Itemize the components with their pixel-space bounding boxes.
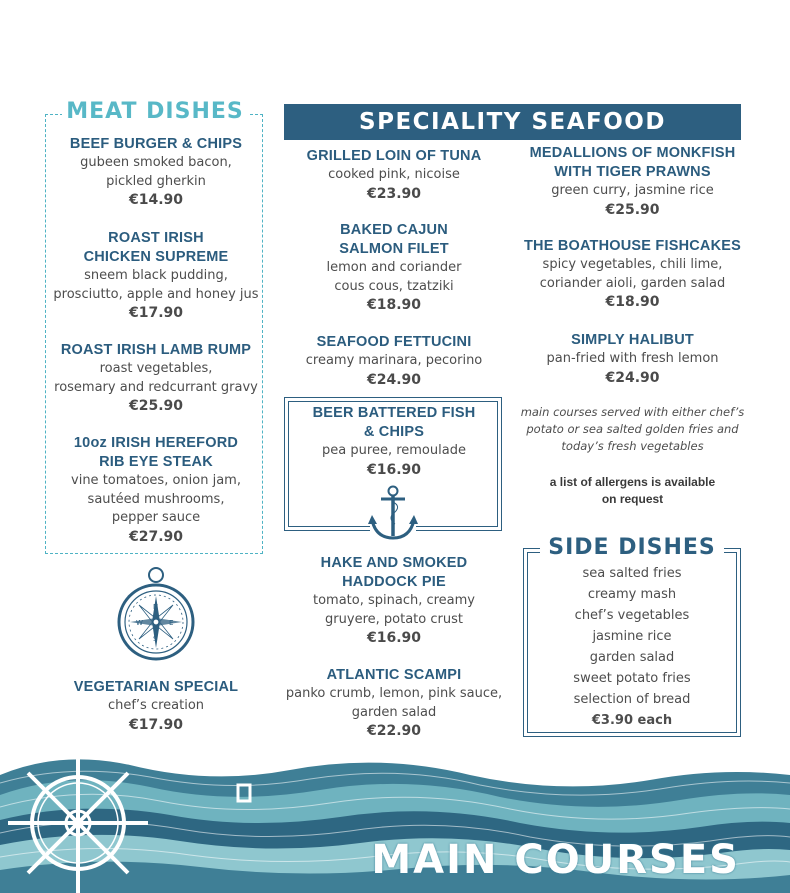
menu-item-description: pan-fried with fresh lemon xyxy=(546,351,719,366)
side-dish-item: selection of bread xyxy=(573,692,691,707)
menu-item-name: BEER BATTERED FISH & CHIPS xyxy=(312,405,476,440)
side-dish-item: jasmine rice xyxy=(592,629,672,644)
menu-item-price: €17.90 xyxy=(128,716,184,733)
menu-item-description: tomato, spinach, creamy gruyere, potato crust xyxy=(312,593,476,627)
menu-item-name: 10oz IRISH HEREFORD RIB EYE STEAK xyxy=(73,435,239,470)
menu-item xyxy=(520,331,745,388)
menu-item-description: roast vegetables, rosemary and redcurrant gravy xyxy=(54,361,258,395)
meat-dishes-title: MEAT DISHES xyxy=(62,98,248,126)
menu-item xyxy=(40,229,272,323)
side-dish-item: garden salad xyxy=(589,650,675,665)
menu-item-description: gubeen smoked bacon, pickled gherkin xyxy=(80,155,232,189)
menu-item-name: ROAST IRISH LAMB RUMP xyxy=(60,342,252,358)
menu-item-description: cooked pink, nicoise xyxy=(328,167,460,182)
menu-item-price: €24.90 xyxy=(605,369,660,386)
menu-item-description: chef’s creation xyxy=(107,698,205,713)
menu-item-price: €22.90 xyxy=(366,723,422,739)
menu-item xyxy=(282,221,506,315)
menu-item-description: pea puree, remoulade xyxy=(322,443,466,458)
compass-letter-e: E xyxy=(169,619,174,627)
compass-letter-s: S xyxy=(153,635,158,643)
menu-item-name: MEDALLIONS OF MONKFISH WITH TIGER PRAWNS xyxy=(529,145,736,180)
menu-item-name: BEEF BURGER & CHIPS xyxy=(69,136,243,152)
main-courses-title: MAIN COURSES xyxy=(371,837,740,883)
menu-item-price: €16.90 xyxy=(366,461,422,478)
menu-item-description: spicy vegetables, chili lime, coriander aioli, garden salad xyxy=(539,257,726,291)
menu-item-price: €14.90 xyxy=(128,192,184,208)
menu-item-name: ROAST IRISH CHICKEN SUPREME xyxy=(83,230,229,265)
side-dish-item: creamy mash xyxy=(587,587,677,602)
menu-item-name: GRILLED LOIN OF TUNA xyxy=(306,148,482,164)
menu-item xyxy=(40,678,272,735)
menu-item xyxy=(40,341,272,416)
menu-item xyxy=(282,333,506,390)
menu-item-name: HAKE AND SMOKED HADDOCK PIE xyxy=(320,555,468,590)
serving-note: main courses served with either chef’s potato or sea salted golden fries and today’s fresh vegetables xyxy=(520,405,745,453)
side-dish-item: sea salted fries xyxy=(582,566,682,581)
menu-item-price: €18.90 xyxy=(605,294,660,310)
menu-item-price: €23.90 xyxy=(366,185,422,202)
menu-item xyxy=(282,666,506,741)
menu-item-description: green curry, jasmine rice xyxy=(551,183,714,198)
menu-item-name: ATLANTIC SCAMPI xyxy=(326,667,462,683)
menu-item xyxy=(282,147,506,204)
side-dish-item: sweet potato fries xyxy=(573,671,691,686)
menu-item xyxy=(520,237,745,312)
compass-letter-w: W xyxy=(136,619,143,627)
side-dishes-title: SIDE DISHES xyxy=(540,534,724,562)
menu-item xyxy=(40,434,272,547)
menu-item-price: €16.90 xyxy=(366,630,422,646)
compass-letter-n: N xyxy=(153,603,159,611)
allergen-note: a list of allergens is available on request xyxy=(549,475,716,506)
menu-item xyxy=(520,144,745,220)
menu-item-price: €18.90 xyxy=(366,297,422,313)
menu-item xyxy=(282,554,506,648)
menu-item xyxy=(40,135,272,210)
featured-menu-item xyxy=(282,404,506,480)
menu-item-name: SEAFOOD FETTUCINI xyxy=(316,334,472,350)
side-dishes-price: €3.90 each xyxy=(591,713,673,728)
menu-item-price: €27.90 xyxy=(128,528,184,545)
menu-item-description: creamy marinara, pecorino xyxy=(305,353,483,368)
menu-item-price: €24.90 xyxy=(366,371,422,388)
menu-item-description: panko crumb, lemon, pink sauce, garden salad xyxy=(285,686,503,720)
menu-item-price: €25.90 xyxy=(128,398,184,414)
anchor-icon xyxy=(366,484,420,544)
menu-item-name: SIMPLY HALIBUT xyxy=(571,332,694,348)
menu-item-name: THE BOATHOUSE FISHCAKES xyxy=(523,238,741,254)
menu-item-price: €25.90 xyxy=(605,201,660,218)
menu-item-description: lemon and coriander cous cous, tzatziki xyxy=(326,260,462,294)
menu-item-name: BAKED CAJUN SALMON FILET xyxy=(339,222,449,257)
menu-item-name: VEGETARIAN SPECIAL xyxy=(73,679,239,695)
menu-item-description: sneem black pudding, prosciutto, apple and honey jus xyxy=(53,268,259,302)
side-dish-item: chef’s vegetables xyxy=(574,608,690,623)
speciality-seafood-banner: SPECIALITY SEAFOOD xyxy=(284,104,741,140)
menu-item-description: vine tomatoes, onion jam, sautéed mushrooms, pepper sauce xyxy=(71,473,241,525)
menu-item-price: €17.90 xyxy=(128,305,184,321)
compass-icon xyxy=(115,565,197,665)
